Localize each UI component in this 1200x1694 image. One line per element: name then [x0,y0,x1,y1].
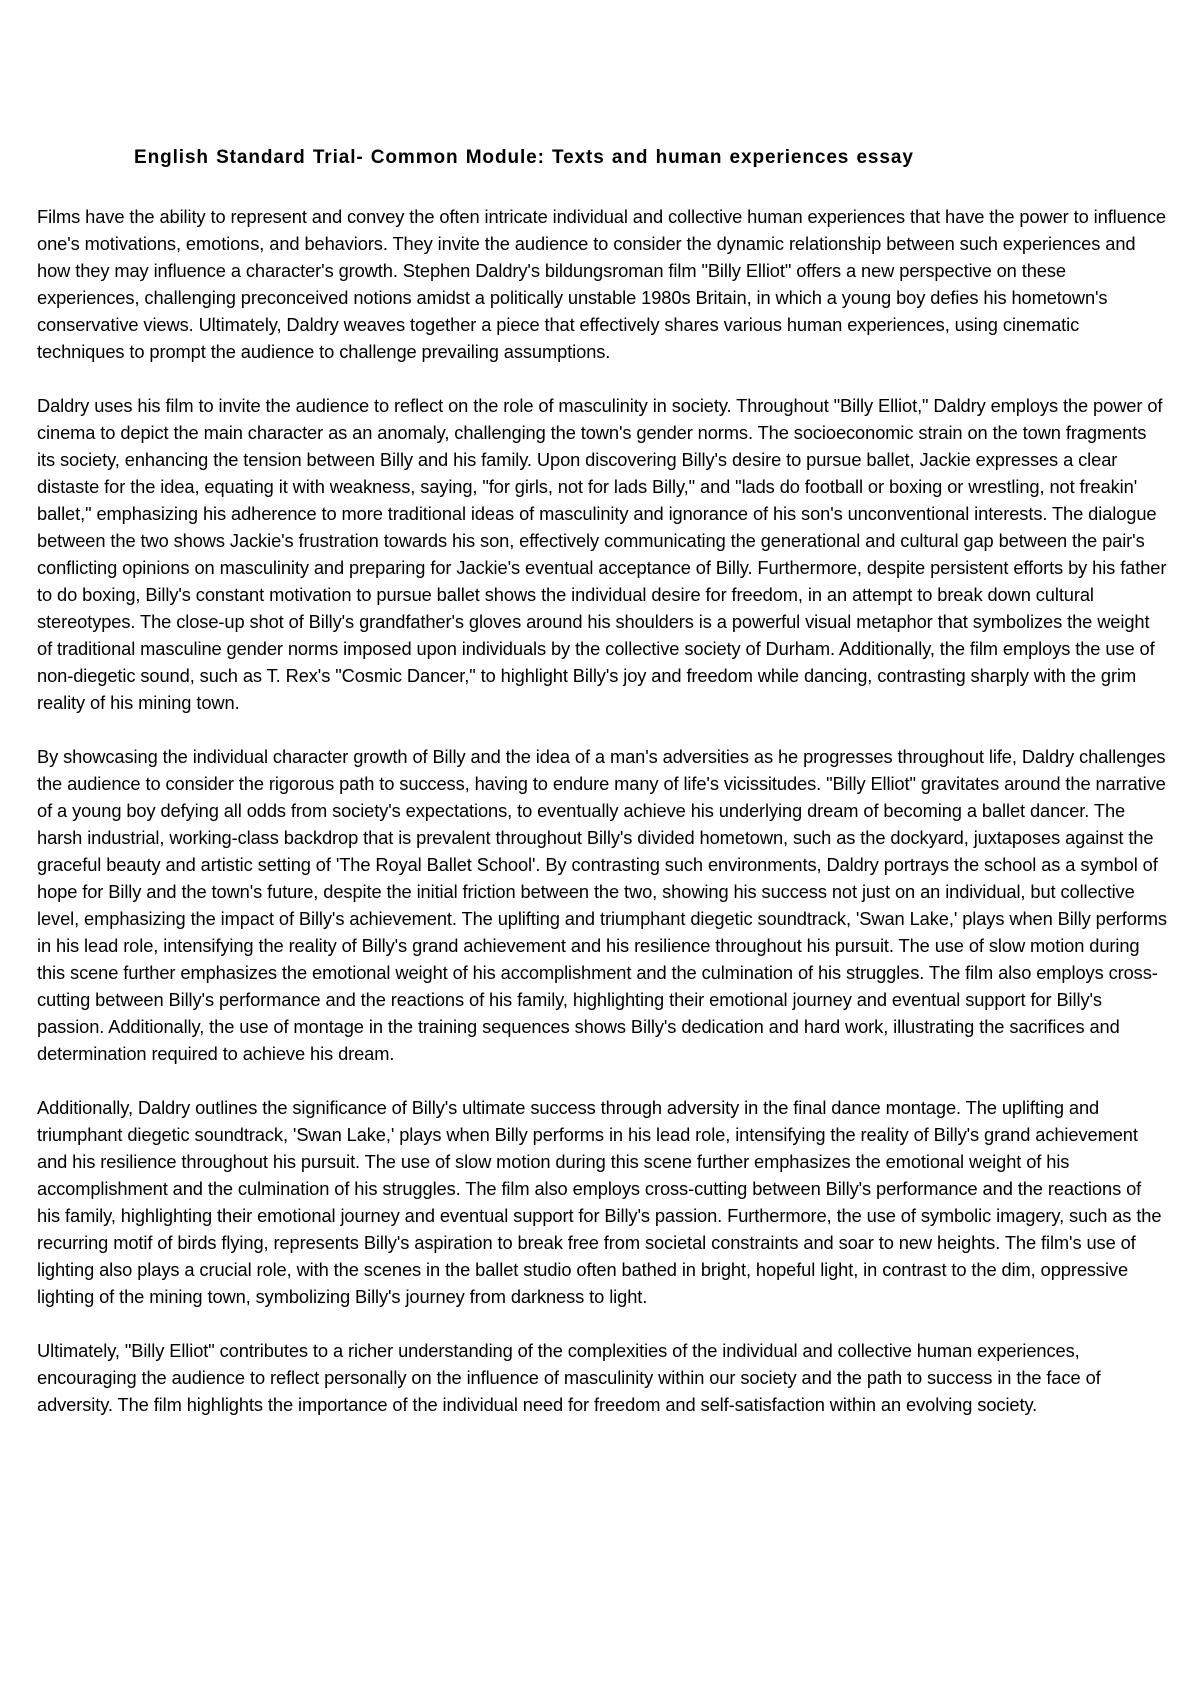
essay-body [37,203,1167,1445]
essay-title: English Standard Trial- Common Module: Texts and human experiences essay [134,147,914,168]
essay-paragraph-masculinity: Daldry uses his film to invite the audience to reflect on the role of masculinity in society. Throughout "Billy Elliot," Daldry employs the power of cinema to depict the main character as an anomaly, challenging the town's gender norms. The socioeconomic strain on the town fragments its society, enhancing the tension between Billy and his family. Upon discovering Billy's desire to pursue ballet, Jackie expresses a clear distaste for the idea, equating it with weakness, saying, "for girls, not for lads Billy," and "lads do football or boxing or wrestling, not freakin' ballet," emphasizing his adherence to more traditional ideas of masculinity and ignorance of his son's unconventional interests. The dialogue between the two shows Jackie's frustration towards his son, effectively communicating the generational and cultural gap between the pair's conflicting opinions on masculinity and preparing for Jackie's eventual acceptance of Billy. Furthermore, despite persistent efforts by his father to do boxing, Billy's constant motivation to pursue ballet shows the individual desire for freedom, in an attempt to break down cultural stereotypes. The close-up shot of Billy's grandfather's gloves around his shoulders is a powerful visual metaphor that symbolizes the weight of traditional masculine gender norms imposed upon individuals by the collective society of Durham. Additionally, the film employs the use of non-diegetic sound, such as T. Rex's "Cosmic Dancer," to highlight Billy's joy and freedom while dancing, contrasting sharply with the grim reality of his mining town. [37,395,1167,713]
essay-paragraph-conclusion: Ultimately, "Billy Elliot" contributes to a richer understanding of the complexities of the individual and collective human experiences, encouraging the audience to reflect personally on the influence of masculinity within our society and the path to success in the face of adversity. The film highlights the importance of the individual need for freedom and self-satisfaction within an evolving society. [37,1340,1101,1415]
essay-paragraph-introduction: Films have the ability to represent and convey the often intricate individual and collective human experiences that have the power to influence one's motivations, emotions, and behaviors. They invite the audience to consider the dynamic relationship between such experiences and how they may influence a character's growth. Stephen Daldry's bildungsroman film "Billy Elliot" offers a new perspective on these experiences, challenging preconceived notions amidst a politically unstable 1980s Britain, in which a young boy defies his hometown's conservative views. Ultimately, Daldry weaves together a piece that effectively shares various human experiences, using cinematic techniques to prompt the audience to challenge prevailing assumptions. [37,206,1166,362]
essay-paragraph-character-growth: By showcasing the individual character growth of Billy and the idea of a man's adversities as he progresses throughout life, Daldry challenges the audience to consider the rigorous path to success, having to endure many of life's vicissitudes. "Billy Elliot" gravitates around the narrative of a young boy defying all odds from society's expectations, to eventually achieve his underlying dream of becoming a ballet dancer. The harsh industrial, working-class backdrop that is prevalent throughout Billy's divided hometown, such as the dockyard, juxtaposes against the graceful beauty and artistic setting of 'The Royal Ballet School'. By contrasting such environments, Daldry portrays the school as a symbol of hope for Billy and the town's future, despite the initial friction between the two, showing his success not just on an individual, but collective level, emphasizing the impact of Billy's achievement. The uplifting and triumphant diegetic soundtrack, 'Swan Lake,' plays when Billy performs in his lead role, intensifying the reality of Billy's grand achievement and his resilience throughout his pursuit. The use of slow motion during this scene further emphasizes the emotional weight of his accomplishment and the culmination of his struggles. The film also employs cross-cutting between Billy's performance and the reactions of his family, highlighting their emotional journey and eventual support for Billy's passion. Additionally, the use of montage in the training sequences shows Billy's dedication and hard work, illustrating the sacrifices and determination required to achieve his dream. [37,746,1167,1064]
essay-paragraph-final-montage: Additionally, Daldry outlines the significance of Billy's ultimate success through adversity in the final dance montage. The uplifting and triumphant diegetic soundtrack, 'Swan Lake,' plays when Billy performs in his lead role, intensifying the reality of Billy's grand achievement and his resilience throughout his pursuit. The use of slow motion during this scene further emphasizes the emotional weight of his accomplishment and the culmination of his struggles. The film also employs cross-cutting between Billy's performance and the reactions of his family, highlighting their emotional journey and eventual support for Billy's passion. Furthermore, the use of symbolic imagery, such as the recurring motif of birds flying, represents Billy's aspiration to break free from societal constraints and soar to new heights. The film's use of lighting also plays a crucial role, with the scenes in the ballet studio often bathed in bright, hopeful light, in contrast to the dim, oppressive lighting of the mining town, symbolizing Billy's journey from darkness to light. [37,1097,1162,1307]
